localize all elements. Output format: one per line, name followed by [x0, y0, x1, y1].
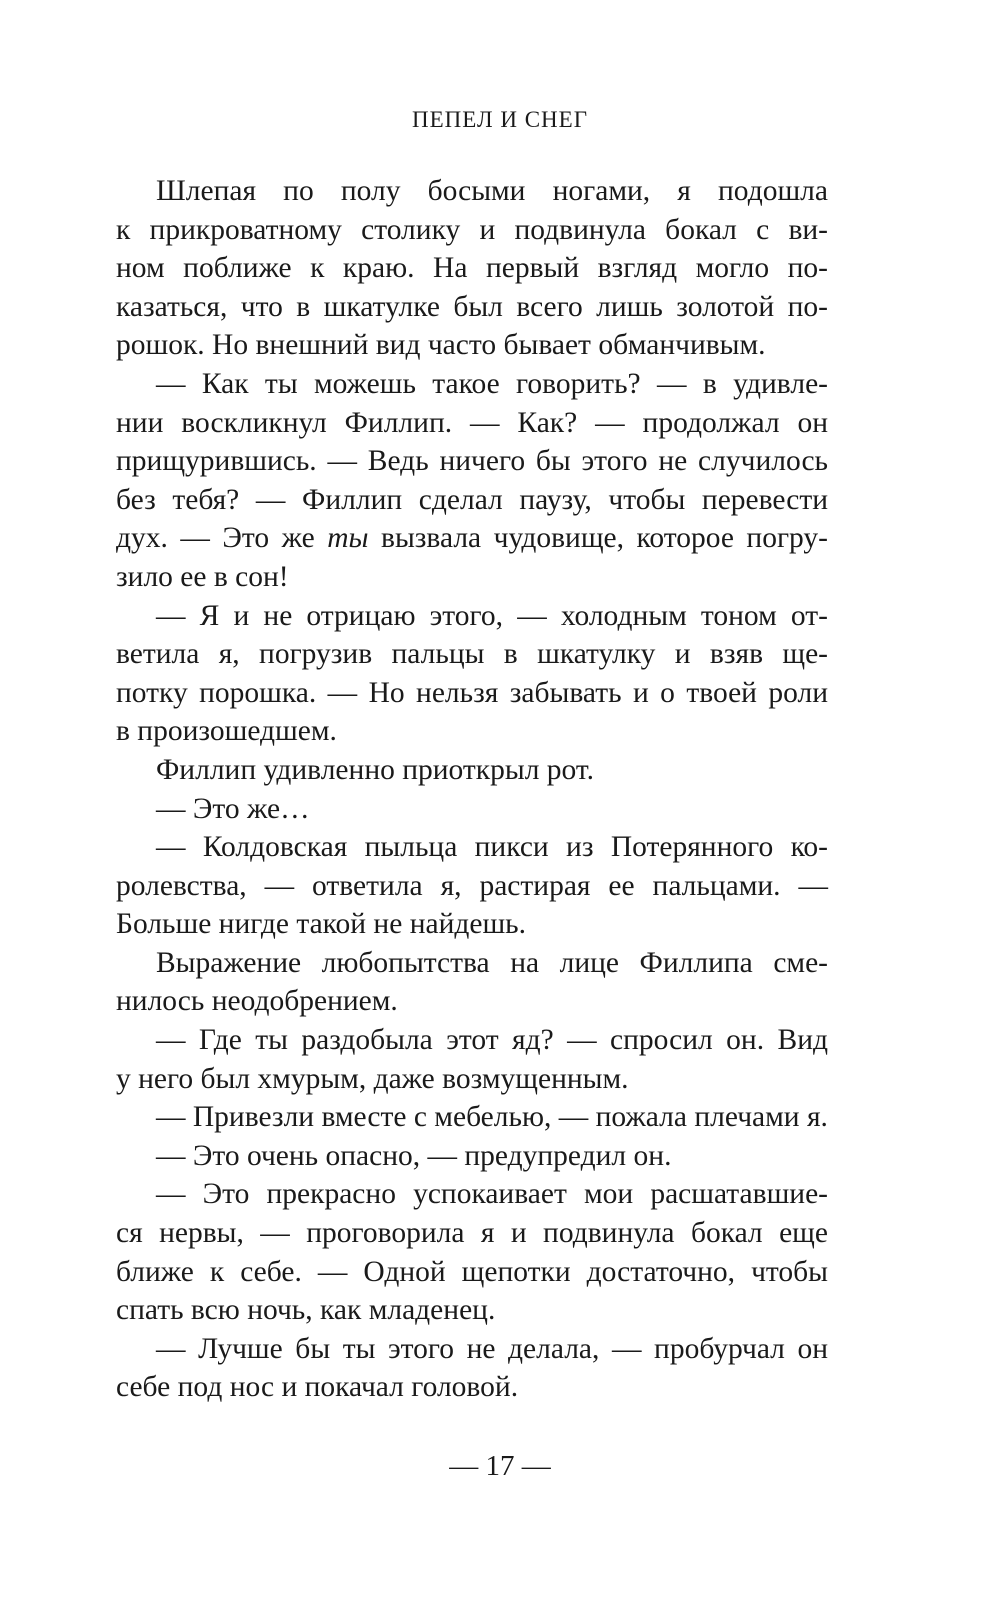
text-line: зило ее в сон! [116, 560, 289, 593]
text-line: рошок. Но внешний вид часто бывает обманчивым. [116, 329, 766, 362]
text-line: — Я и не отрицаю этого, — холодным тоном от- [156, 599, 828, 632]
text-line: — Колдовская пыльца пикси из Потерянного ко- [156, 831, 828, 864]
text-line: в произошедшем. [116, 715, 337, 748]
text-line: Шлепая по полу босыми ногами, я подошла [156, 175, 828, 207]
text-line: у него был хмурым, даже возмущенным. [116, 1062, 629, 1095]
text-line: — Как ты можешь такое говорить? — в удивле- [156, 367, 828, 400]
text-line: Выражение любопытства на лице Филлипа сме- [156, 946, 828, 979]
text-line: себе под нос и покачал головой. [116, 1371, 519, 1404]
page-number: — 17 — [449, 1450, 551, 1482]
text-line: ветила я, погрузив пальцы в шкатулку и взяв ще- [116, 638, 828, 671]
text-line: ближе к себе. — Одной щепотки достаточно, чтобы [116, 1255, 828, 1288]
text-line: казаться, что в шкатулке был всего лишь золотой по- [116, 290, 828, 323]
text-line: прищурившись. — Ведь ничего бы этого не случилось [116, 445, 828, 478]
running-head: ПЕПЕЛ И СНЕГ [411, 107, 589, 132]
text-line: — Где ты раздобыла этот яд? — спросил он. Вид [156, 1024, 828, 1057]
text-line: к прикроватному столику и подвинула бокал с ви- [116, 213, 828, 246]
text-line: — Это прекрасно успокаивает мои расшатавшие- [156, 1178, 828, 1211]
text-line: Филлип удивленно приоткрыл рот. [156, 753, 594, 786]
text-line: — Лучше бы ты этого не делала, — пробурчал он [156, 1332, 828, 1365]
text-line: потку порошка. — Но нельзя забывать и о твоей роли [116, 676, 828, 709]
emphasis: ты [327, 522, 369, 555]
text-line: спать всю ночь, как младенец. [116, 1294, 496, 1327]
text-line: — Это же… [156, 792, 310, 825]
text-line: дух. — Это же ты вызвала чудовище, которое погру- [116, 522, 828, 555]
text-line: без тебя? — Филлип сделал паузу, чтобы перевести [116, 483, 828, 516]
text-line: нии воскликнул Филлип. — Как? — продолжал он [116, 406, 828, 439]
text-line: — Привезли вместе с мебелью, — пожала плечами я. [156, 1101, 828, 1134]
text-line: — Это очень опасно, — предупредил он. [156, 1139, 672, 1172]
text-line: ном поближе к краю. На первый взгляд могло по- [116, 252, 828, 285]
text-line: нилось неодобрением. [116, 985, 398, 1018]
text-line: Больше нигде такой не найдешь. [116, 908, 527, 941]
text-line: ролевства, — ответила я, растирая ее пальцами. — [116, 869, 828, 902]
text-line: ся нервы, — проговорила я и подвинула бокал еще [116, 1217, 828, 1250]
body-text [116, 172, 828, 1407]
